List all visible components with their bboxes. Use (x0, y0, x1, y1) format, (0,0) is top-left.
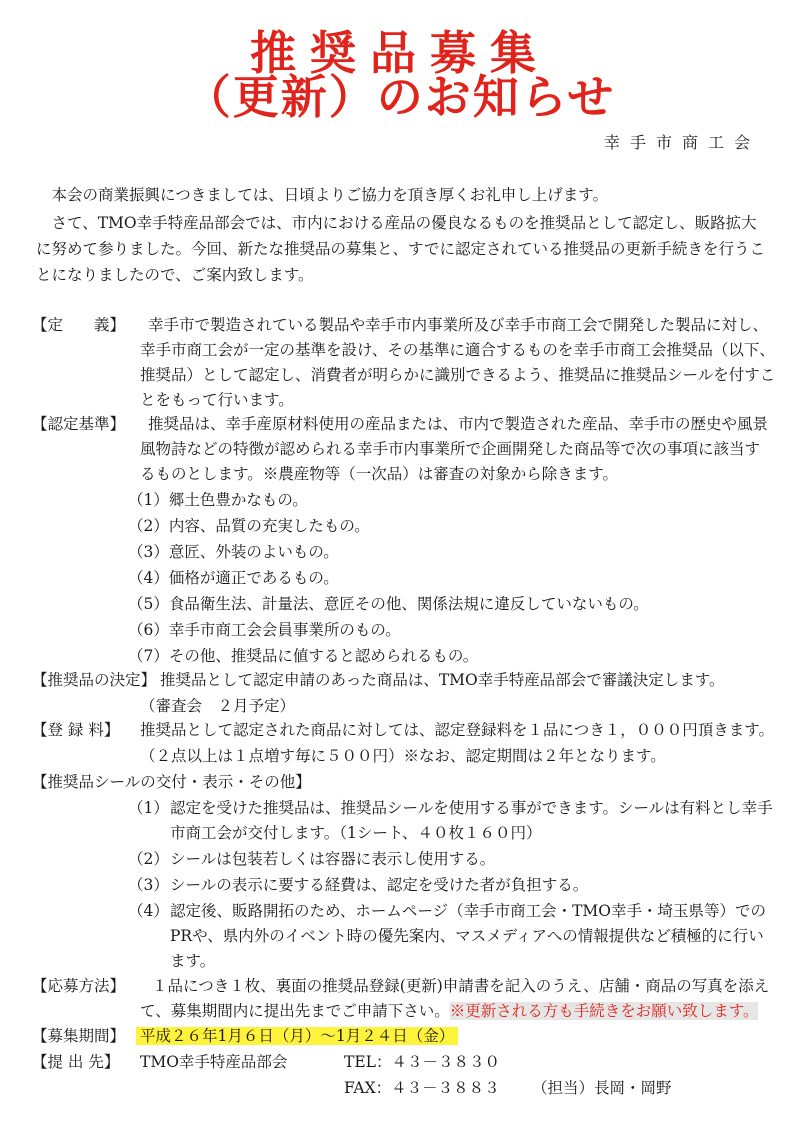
seal-item-text: PRや、県内外のイベント時の優先案内、マスメディアへの情報提供など積極的に行い (170, 927, 764, 945)
submit-tel: TEL：４３－３８３０ (344, 1053, 500, 1071)
decision-line-2: （審査会 ２月予定） (140, 697, 296, 715)
intro-paragraph-2-line-1: さて、TMO幸手特産品部会では、市内における産品の優良なるものを推奨品として認定し、販路拡大 (51, 214, 757, 232)
period-value: 平成２６年1月６日（月）～1月２４日（金） (136, 1027, 458, 1045)
criteria-item: （5）食品衛生法、計量法、意匠その他、関係法規に違反していないもの。 (128, 595, 649, 613)
intro-paragraph-1: 本会の商業振興につきましては、日頃よりご協力を頂き厚くお礼申し上げます。 (51, 186, 608, 204)
definition-line-1: 幸手市で製造されている製品や幸手市内事業所及び幸手市商工会で開発した製品に対し、 (148, 316, 769, 334)
criteria-line-1: 推奨品は、幸手産原材料使用の産品または、市内で製造された産品、幸手市の歴史や風景 (148, 415, 769, 433)
seal-item-text: 認定を受けた推奨品は、推奨品シールを使用する事ができます。シールは有料とし幸手 (170, 799, 773, 817)
criteria-item: （6）幸手市商工会会員事業所のもの。 (128, 621, 401, 639)
definition-label: 【定 義】 (32, 316, 126, 334)
seal-item-text: 市商工会が交付します。（1シート、４０枚１６０円） (170, 824, 542, 842)
seal-item-number: （4） (128, 902, 169, 920)
seal-item-text: ます。 (170, 952, 216, 970)
apply-line-1: １品につき１枚、裏面の推奨品登録(更新)申請書を記入のうえ、店舗・商品の写真を添え (152, 977, 770, 995)
criteria-item: （1）郷土色豊かなもの。 (128, 491, 308, 509)
submit-contact: （担当）長岡・岡野 (532, 1079, 672, 1097)
apply-label: 【応募方法】 (32, 977, 126, 995)
apply-line-2 (140, 999, 758, 1024)
submit-fax: FAX：４３－３８８３ (344, 1079, 500, 1097)
criteria-item: （2）内容、品質の充実したもの。 (128, 517, 370, 535)
intro-paragraph-2-line-2: に努めて参りました。今回、新たな推奨品の募集と、すでに認定されている推奨品の更新手続きを行うこ (36, 240, 765, 258)
fee-line-1: 推奨品として認定された商品に対しては、認定登録料を１品につき１，０００円頂きます。 (140, 721, 774, 739)
apply-line-2-text: て、募集期間内に提出先までご申請下さい。 (140, 1002, 450, 1020)
criteria-line-2: 風物詩などの特徴が認められる幸手市内事業所で企画開発した商品等で次の事項に該当す (140, 440, 761, 458)
seal-item-number: （2） (128, 850, 169, 868)
seal-label: 【推奨品シールの交付・表示・その他】 (32, 773, 311, 791)
seal-item-number: （3） (128, 876, 169, 894)
period-label: 【募集期間】 (32, 1027, 126, 1045)
fee-line-2: （２点以上は１点増す毎に５００円）※なお、認定期間は２年となります。 (140, 747, 666, 765)
definition-line-3: 推奨品）として認定し、消費者が明らかに識別できるよう、推奨品に推奨品シールを付すこ (140, 366, 776, 384)
intro-paragraph-2-line-3: とになりましたので、ご案内致します。 (36, 266, 314, 284)
criteria-line-3: るものとします。※農産物等（一次品）は審査の対象から除きます。 (140, 465, 619, 483)
seal-item-number: （1） (128, 799, 169, 817)
period-value-wrap (136, 1024, 458, 1049)
update-note: ※更新される方も手続きをお願い致します。 (449, 1002, 759, 1020)
definition-line-2: 幸手市商工会が一定の基準を設け、その基準に適合するものを幸手市商工会推奨品（以下、 (140, 341, 775, 359)
submit-label: 【提 出 先】 (32, 1053, 120, 1071)
criteria-label: 【認定基準】 (32, 415, 126, 433)
decision-label: 【推奨品の決定】 (32, 671, 157, 689)
title-line-1: 推奨品募集 (250, 26, 550, 80)
organization-name: 幸手市商工会 (603, 133, 760, 152)
criteria-item: （4）価格が適正であるもの。 (128, 569, 339, 587)
submit-name: TMO幸手特産品部会 (140, 1053, 288, 1071)
seal-item-text: 認定後、販路開拓のため、ホームページ（幸手市商工会・TMO幸手・埼玉県等）での (170, 902, 766, 920)
seal-item-text: シールの表示に要する経費は、認定を受けた者が負担する。 (170, 876, 589, 894)
seal-item-text: シールは包装若しくは容器に表示し使用する。 (170, 850, 496, 868)
criteria-item: （3）意匠、外装のよいもの。 (128, 543, 339, 561)
criteria-item: （7）その他、推奨品に値すると認められるもの。 (128, 647, 479, 665)
decision-line-1: 推奨品として認定申請のあった商品は、TMO幸手特産品部会で審議決定します。 (160, 671, 725, 689)
fee-label: 【登 録 料】 (32, 721, 120, 739)
definition-line-4: とをもって行います。 (140, 391, 294, 409)
title-line-2: （更新）のお知らせ (184, 70, 616, 124)
